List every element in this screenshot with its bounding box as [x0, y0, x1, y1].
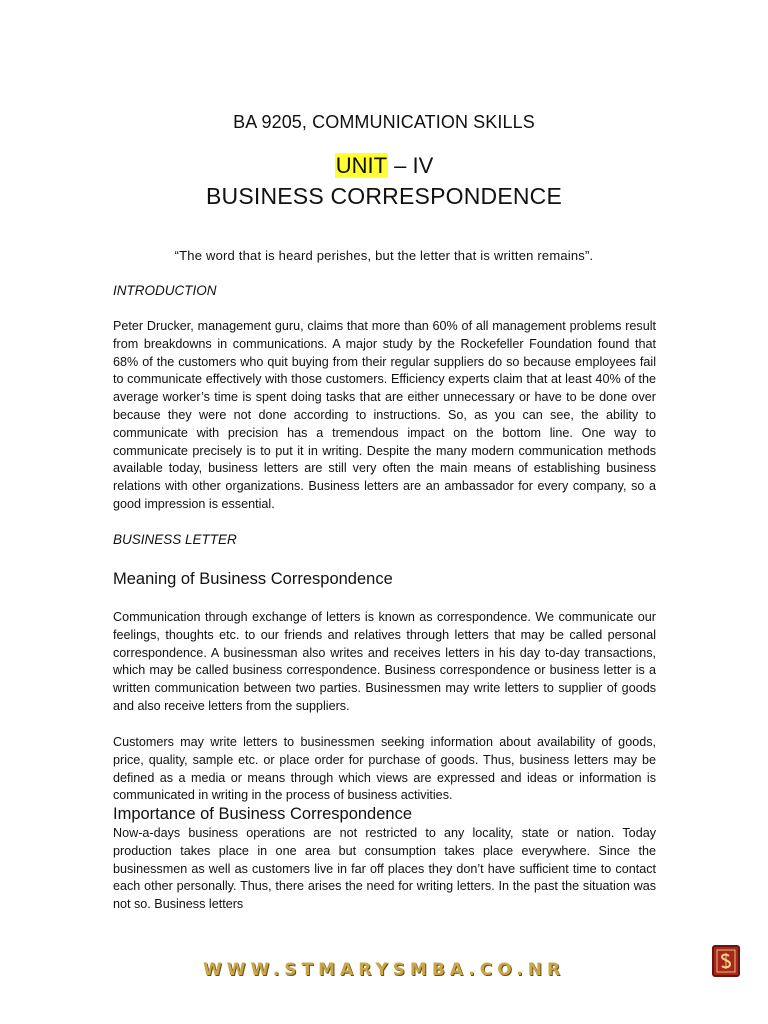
page-title: BUSINESS CORRESPONDENCE	[205, 183, 563, 209]
stmarys-logo-icon	[712, 945, 740, 977]
unit-label-highlighted: UNIT	[335, 153, 388, 178]
unit-line	[0, 153, 768, 179]
introduction-heading: INTRODUCTION	[113, 283, 217, 298]
meaning-heading: Meaning of Business Correspondence	[113, 570, 393, 588]
introduction-paragraph: Peter Drucker, management guru, claims that more than 60% of all management problems result from breakdowns in communications. A major study by the Rockefeller Foundation found that 68% of the customers who quit buying from their regular suppliers do so because employees fail to communicate effectively with those customers. Efficiency experts claim that at least 40% of the average worker’s time is spent doing tasks that are either unnecessary or have to be done over because they were not done according to instructions. So, as you can see, the ability to communicate with precision has a tremendous impact on the bottom line. One way to communicate precisely is to put it in writing. Despite the many modern communication methods available today, business letters are still very often the main means of establishing business relations with other organizations. Business letters are an ambassador for every company, so a good impression is essential.	[113, 319, 656, 511]
business-letter-heading: BUSINESS LETTER	[113, 532, 237, 547]
importance-heading: Importance of Business Correspondence	[113, 805, 412, 823]
meaning-paragraph-1: Communication through exchange of letters is known as correspondence. We communicate our feelings, thoughts etc. to our friends and relatives through letters that may be called personal correspondence. A businessman also writes and receives letters in his day to-day transactions, which may be called business correspondence. Business correspondence or business letter is a written communication between two parties. Businessmen may write letters to supplier of goods and also receive letters from the suppliers.	[113, 610, 656, 713]
footer-url: WWW.STMARYSMBA.CO.NR	[202, 960, 566, 980]
course-title: BA 9205, COMMUNICATION SKILLS	[233, 112, 535, 132]
epigraph-quote: “The word that is heard perishes, but the letter that is written remains”.	[174, 248, 594, 263]
unit-number: – IV	[388, 153, 434, 178]
importance-paragraph: Now-a-days business operations are not restricted to any locality, state or nation. Today production takes place in one area but consumption takes place everywhere. Since the businessmen as well as customers live in far off places they don’t have sufficient time to contact each other personally. Thus, there arises the need for writing letters. In the past the situation was not so. Business letters	[113, 826, 656, 912]
meaning-paragraph-2: Customers may write letters to businessmen seeking information about availability of goods, price, quality, sample etc. or place order for purchase of goods. Thus, business letters may be defined as a media or means through which views are expressed and ideas or information is communicated in writing in the process of business activities.	[113, 735, 656, 803]
